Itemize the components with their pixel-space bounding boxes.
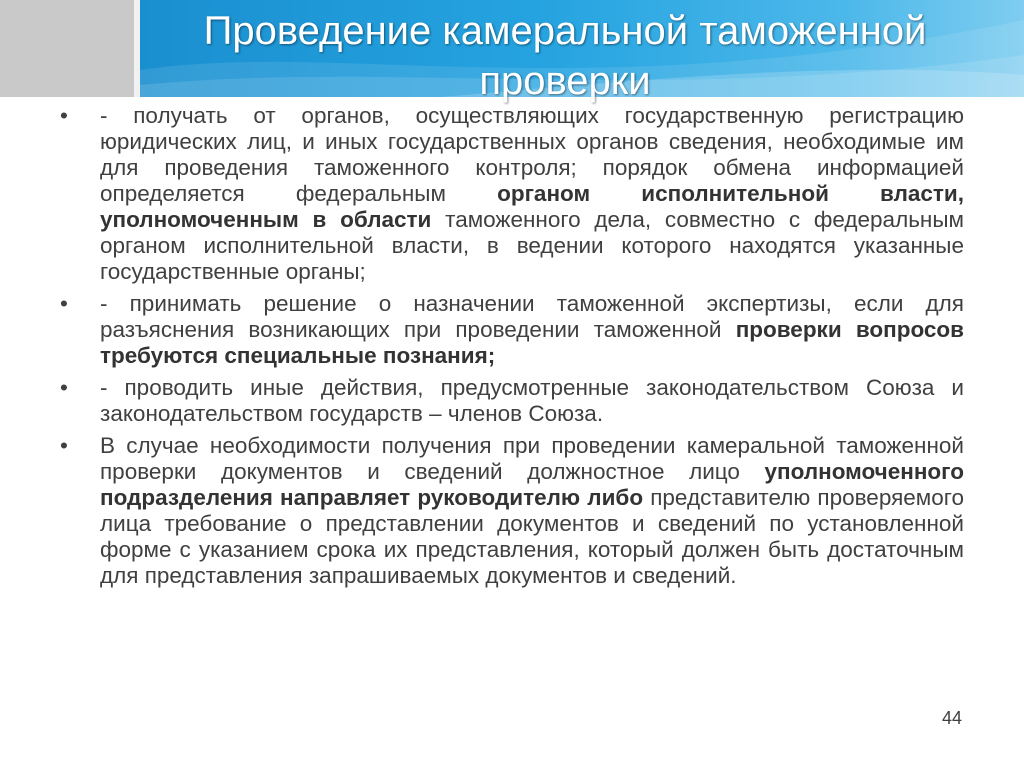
bullet-text-bold: проверки вопросов требуются специальные познания; [100, 317, 964, 368]
bullet-text: В случае необходимости получения при проведении камеральной таможенной проверки документов и сведений должностное лицо [100, 433, 964, 484]
list-item [60, 433, 964, 589]
bullet-marker: • [60, 291, 68, 316]
bullet-text-bold: органом исполнительной власти, уполномоченным в области [100, 181, 965, 232]
bullet-text: - принимать решение о назначении таможенной экспертизы, если для разъяснения возникающих при проведении таможенной [100, 291, 964, 342]
bullet-text: - получать от органов, осуществляющих государственную регистрацию юридических лиц, и иных государственных органов сведения, необходимые им для проведения таможенного контроля; порядок обмена информацией определяется федеральным [100, 103, 964, 206]
list-item [60, 291, 964, 369]
bullet-text-bold: уполномоченного подразделения направляет руководителю либо [100, 459, 964, 510]
bullet-marker: • [60, 103, 68, 128]
bullet-text: - проводить иные действия, предусмотренные законодательством Союза и законодательством государств – членов Союза. [100, 375, 964, 426]
slide-title: Проведение камеральной таможенной проверки [203, 9, 927, 103]
bullet-marker: • [60, 433, 68, 458]
list-item [60, 375, 964, 427]
bullet-marker: • [60, 375, 68, 400]
bullet-text: представителю проверяемого лица требование о представлении документов и сведений по установленной форме с указанием срока их представления, который должен быть достаточным для представления запрашиваемых документов и сведений. [100, 485, 964, 588]
header-gray-block [0, 0, 134, 97]
bullet-list [60, 103, 964, 595]
page-number: 44 [941, 708, 962, 728]
list-item [60, 103, 964, 285]
bullet-text: таможенного дела, совместно с федеральным органом исполнительной власти, в ведении которого находятся указанные государственные органы; [100, 207, 964, 284]
